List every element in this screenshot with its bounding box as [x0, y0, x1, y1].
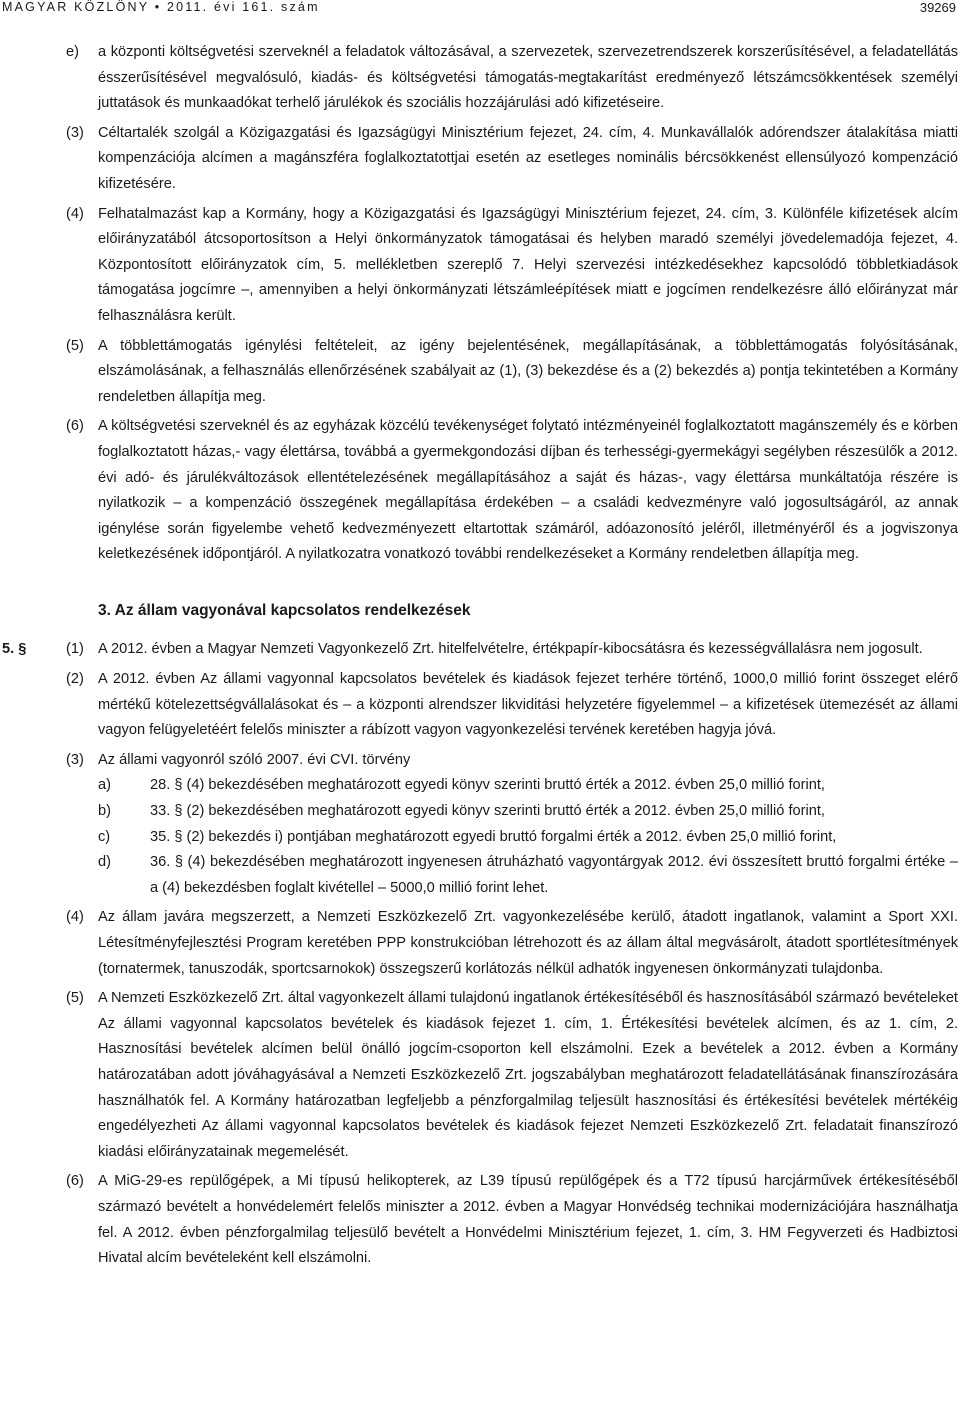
- paragraph-text: A többlettámogatás igénylési feltételeit, az igény bejelentésének, megállapításának, a többlettámogatás folyósításának, elszámolásának, a felhasználás ellenőrzésének szabályait az (1), (3) bekezdése és a (2) bekezdés a) pontja tekintetében a Kormány rendeletben állapítja meg.: [98, 337, 958, 405]
- sub-item-a: [0, 773, 960, 799]
- document-body: [0, 40, 960, 1272]
- paragraph-text: Az állami vagyonról szóló 2007. évi CVI. törvény: [98, 751, 411, 768]
- section-5: [0, 637, 960, 1271]
- journal-title: MAGYAR KÖZLÖNY • 2011. évi 161. szám: [2, 0, 320, 14]
- item-marker: (6): [66, 418, 84, 435]
- section-5-item-4: [0, 905, 960, 982]
- paragraph-4: [0, 202, 960, 330]
- sub-marker: b): [98, 803, 111, 820]
- paragraph-3: [0, 121, 960, 198]
- page-header: [2, 0, 956, 18]
- item-marker: (5): [66, 337, 84, 354]
- sub-item-b: [0, 799, 960, 825]
- paragraph-text: A MiG-29-es repülőgépek, a Mi típusú helikopterek, az L39 típusú repülőgépek és a T72 típusú harcjárművek értékesítéséből származó bevételt a honvédelemért felelős miniszter a 2012. évben a Magyar Honvédség technikai modernizációjára használhatja fel. A 2012. évben pénzforgalmilag teljesülő bevételt a Honvédelmi Minisztérium fejezet, 1. cím, 3. HM Fegyverzeti és Hadbiztosi Hivatal alcím bevételeként kell elszámolni.: [98, 1173, 958, 1267]
- item-marker: (2): [66, 671, 84, 688]
- sub-text: 36. § (4) bekezdésében meghatározott ingyenesen átruházható vagyontárgyak 2012. évi összesített bruttó forgalmi értéke – a (4) bekezdésben foglalt kivétellel – 5000,0 millió forint lehet.: [150, 854, 958, 896]
- paragraph-text: A Nemzeti Eszközkezelő Zrt. által vagyonkezelt állami tulajdonú ingatlanok értékesítéséből és hasznosításából származó bevételeket Az állami vagyonnal kapcsolatos bevételek és kiadások fejezet 1. cím, 1. Értékesítési bevételek alcímen, és az 1. cím, 2. Hasznosítási bevételek alcímen belül önálló jogcím-csoporton kell elszámolni. Ezek a bevételek a 2012. évben a Kormány határozatában adott jóváhagyásával a Nemzeti Eszközkezelő Zrt. jogszabályban meghatározott feladatellátásának finanszírozására használhatók fel. A Kormány határozatban legfeljebb a pénzforgalmilag teljesült hasznosítási és értékesítési bevételek mértékéig engedélyezheti Az állami vagyonnal kapcsolatos bevételek és kiadások fejezet Nemzeti Eszközkezelő Zrt. feladatait finanszírozó kiadási előirányzatainak megemelését.: [98, 990, 958, 1160]
- sub-text: 28. § (4) bekezdésében meghatározott egyedi könyv szerinti bruttó érték a 2012. évben 25,0 millió forint,: [150, 777, 825, 794]
- paragraph-text: Felhatalmazást kap a Kormány, hogy a Közigazgatási és Igazságügyi Minisztérium fejezet, 24. cím, 3. Különféle kifizetések alcím előirányzatából átcsoportosítson a Helyi önkormányzatok támogatásai és helyben maradó személyi jövedelemadója fejezet, 4. Központosított előirányzatok cím, 5. mellékletben szereplő 7. Helyi szervezési intézkedésekhez kapcsolódó többletkiadások támogatása jogcímre –, amennyiben a helyi önkormányzati létszámleépítések miatt e jogcímen rendelkezésre álló előirányzat már felhasználásra került.: [98, 205, 958, 324]
- item-marker: (4): [66, 205, 84, 222]
- section-5-item-5: [0, 986, 960, 1165]
- sub-marker: d): [98, 854, 111, 871]
- item-marker: (3): [66, 751, 84, 768]
- section-mark: 5. §: [2, 641, 27, 658]
- paragraph-text: A 2012. évben Az állami vagyonnal kapcsolatos bevételek és kiadások fejezet terhére történő, 1000,0 millió forint összeget elérő mértékű kötelezettségvállalásokat és – a központi alrendszer likviditási helyzetére figyelemmel – a kifizetések ütemezését az állami vagyon felügyeletéért felelős miniszter a rábízott vagyon vagyonkezelési tervének keretében hagyja jóvá.: [98, 671, 958, 739]
- item-marker: (1): [66, 641, 84, 658]
- sub-marker: c): [98, 828, 111, 845]
- sub-item-d: [0, 850, 960, 901]
- paragraph-text: a központi költségvetési szerveknél a feladatok változásával, a szervezetek, szervezetrendszerek korszerűsítésével, a feladatellátás ésszerűsítésével megvalósuló, kiadás- és költségvetési támogatás-megtakarítást eredményező létszámcsökkentések személyi juttatások és munkaadókat terhelő járulékok és szociális hozzájárulási adó kifizetéseire.: [98, 44, 958, 112]
- item-marker: e): [66, 44, 79, 60]
- paragraph-text: Az állam javára megszerzett, a Nemzeti Eszközkezelő Zrt. vagyonkezelésébe kerülő, átadott ingatlanok, valamint a Sport XXI. Létesítményfejlesztési Program keretében PPP konstrukcióban létrehozott és az állam által megvásárolt, átadott sportlétesítmények (tornatermek, tanuszodák, sportcsarnokok) összegszerű korlátozás nélkül adhatók ingyenesen önkormányzati tulajdonba.: [98, 909, 958, 977]
- paragraph-text: A költségvetési szerveknél és az egyházak közcélú tevékenységet folytató intézményeinél foglalkoztatott magánszemély és e körben foglalkoztatott házas,- vagy élettársa, továbbá a gyermekgondozási díjban és terhességi-gyermekágyi segélyben részesülők a 2012. évi adó- és járulékváltozások ellentételezésének megállapításához a saját és házas-, vagy élettársa munkáltatója részére is nyilatkozik – a kompenzáció összegének megállapítása érdekében – a családi kedvezményre való jogosultságáról, az annak igénylése során figyelembe vehető kedvezményezett eltartottak számáról, adóazonosító jeléről, illetményéről és a jogviszonya keletkezésének időpontjáról. A nyilatkozatra vonatkozó további rendelkezéseket a Kormány rendeletben állapítja meg.: [98, 418, 958, 563]
- paragraph-text: A 2012. évben a Magyar Nemzeti Vagyonkezelő Zrt. hitelfelvételre, értékpapír-kibocsátásra és kezességvállalásra nem jogosult.: [98, 641, 923, 658]
- page-number: 39269: [919, 0, 956, 15]
- section-5-item-2: [0, 667, 960, 744]
- section-heading: 3. Az állam vagyonával kapcsolatos rendelkezések: [98, 601, 471, 619]
- sub-marker: a): [98, 777, 111, 794]
- item-marker: (3): [66, 124, 84, 141]
- item-marker: (5): [66, 990, 84, 1007]
- sub-text: 35. § (2) bekezdés i) pontjában meghatározott egyedi bruttó forgalmi érték a 2012. évben 25,0 millió forint,: [150, 828, 837, 845]
- item-marker: (4): [66, 909, 84, 926]
- section-5-item-6: [0, 1169, 960, 1271]
- sub-text: 33. § (2) bekezdésében meghatározott egyedi könyv szerinti bruttó érték a 2012. évben 25,0 millió forint,: [150, 803, 825, 820]
- item-marker: (6): [66, 1173, 84, 1190]
- paragraph-text: Céltartalék szolgál a Közigazgatási és Igazságügyi Minisztérium fejezet, 24. cím, 4. Munkavállalók adórendszer átalakítása miatti kompenzációja alcímen a magánszféra foglalkoztatottjai esetén az esetleges nominális bércsökkenést ellensúlyozó kompenzáció kifizetésére.: [98, 124, 958, 192]
- section-5-item-3: [0, 748, 960, 774]
- sub-item-c: [0, 825, 960, 851]
- section-5-item-1: [0, 637, 960, 663]
- paragraph-6: [0, 414, 960, 568]
- paragraph-e: [0, 40, 960, 117]
- paragraph-5: [0, 334, 960, 411]
